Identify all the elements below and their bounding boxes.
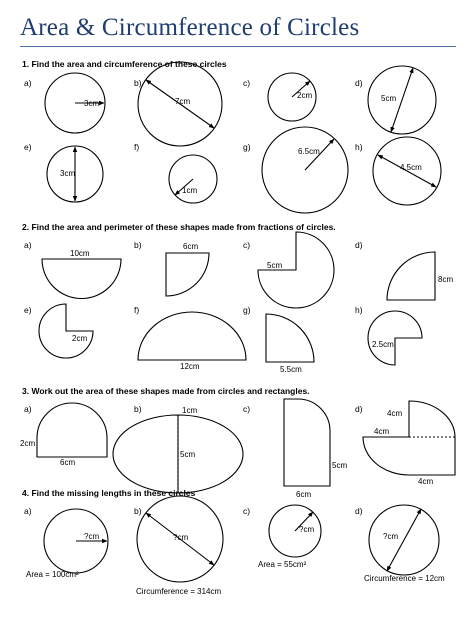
q1d-label: 5cm [381, 94, 397, 103]
section-2-heading: 2. Find the area and perimeter of these shapes made from fractions of circles. [22, 222, 336, 232]
q3b-letter: b) [134, 404, 142, 414]
q2g-quarter-circle [266, 314, 314, 362]
q2a-label: 10cm [70, 249, 90, 258]
q1e-letter: e) [24, 142, 32, 152]
q3a-height-label: 2cm [20, 439, 36, 448]
q4b-label: ?cm [173, 533, 189, 542]
q1b-label: 7cm [175, 97, 191, 106]
q1h-label: 4.5cm [400, 163, 422, 172]
q2e-three-quarter-circle [39, 304, 93, 358]
q1c-letter: c) [243, 78, 251, 88]
section-3-heading: 3. Work out the area of these shapes made from circles and rectangles. [22, 386, 310, 396]
q4b-given: Circumference = 314cm [136, 587, 222, 596]
q1f-label: 1cm [182, 186, 198, 195]
q2g-label: 5.5cm [280, 365, 302, 374]
q4d-letter: d) [355, 506, 363, 516]
q2d-label: 8cm [438, 275, 454, 284]
q3d-letter: d) [355, 404, 363, 414]
q3d-composite-shape [363, 401, 455, 475]
q4a-given: Area = 100cm² [26, 570, 79, 579]
q1a-letter: a) [24, 78, 32, 88]
q2e-label: 2cm [72, 334, 88, 343]
q2h-label: 2.5cm [372, 340, 394, 349]
section-4-heading: 4. Find the missing lengths in these circles [22, 488, 196, 498]
q1b-letter: b) [134, 78, 142, 88]
q4c-letter: c) [243, 506, 251, 516]
q3c-width-label: 6cm [296, 490, 312, 499]
q3a-width-label: 6cm [60, 458, 76, 467]
q1d-letter: d) [355, 78, 363, 88]
q4d-given: Circumference = 12cm [364, 574, 445, 583]
q2h-letter: h) [355, 305, 363, 315]
q3c-letter: c) [243, 404, 251, 414]
q2b-label: 6cm [183, 242, 199, 251]
q2a-letter: a) [24, 240, 32, 250]
q4a-letter: a) [24, 506, 32, 516]
q1h-letter: h) [355, 142, 363, 152]
q4d-label: ?cm [383, 532, 399, 541]
section-1-heading: 1. Find the area and circumference of these circles [22, 59, 227, 69]
q2c-three-quarter-circle [258, 232, 334, 308]
q2e-letter: e) [24, 305, 32, 315]
q4b-letter: b) [134, 506, 142, 516]
q3c-rectangle-with-quarter-circle [284, 399, 330, 486]
q3d-label-left: 4cm [374, 427, 390, 436]
q1a-label: 3cm [84, 99, 100, 108]
q2d-quarter-circle [387, 252, 435, 300]
q1g-label: 6.5cm [298, 147, 320, 156]
q3b-middle-label: 5cm [180, 450, 196, 459]
q2c-letter: c) [243, 240, 251, 250]
q1f-letter: f) [134, 142, 140, 152]
q2f-semicircle [138, 312, 246, 360]
q2h-three-quarter-circle [368, 311, 422, 365]
q3d-label-top: 4cm [387, 409, 403, 418]
q3c-height-label: 5cm [332, 461, 348, 470]
q2a-semicircle [42, 259, 121, 299]
q3b-top-label: 1cm [182, 406, 198, 415]
q3a-letter: a) [24, 404, 32, 414]
q2f-letter: f) [134, 305, 140, 315]
q4a-label: ?cm [84, 532, 100, 541]
q4c-given: Area = 55cm² [258, 560, 307, 569]
q2b-quarter-circle [166, 253, 209, 296]
q2c-label: 5cm [267, 261, 283, 270]
q3d-label-bottom: 4cm [418, 477, 434, 486]
q2f-label: 12cm [180, 362, 200, 371]
q1e-label: 3cm [60, 169, 76, 178]
worksheet-title: Area & Circumference of Circles [20, 14, 360, 41]
q1c-label: 2cm [297, 91, 313, 100]
q3a-rectangle-with-semicircle [37, 403, 107, 457]
q4c-label: ?cm [299, 525, 315, 534]
q2g-letter: g) [243, 305, 251, 315]
q3b-oval-shape [113, 415, 243, 493]
q2d-letter: d) [355, 240, 363, 250]
q1g-letter: g) [243, 142, 251, 152]
q2b-letter: b) [134, 240, 142, 250]
